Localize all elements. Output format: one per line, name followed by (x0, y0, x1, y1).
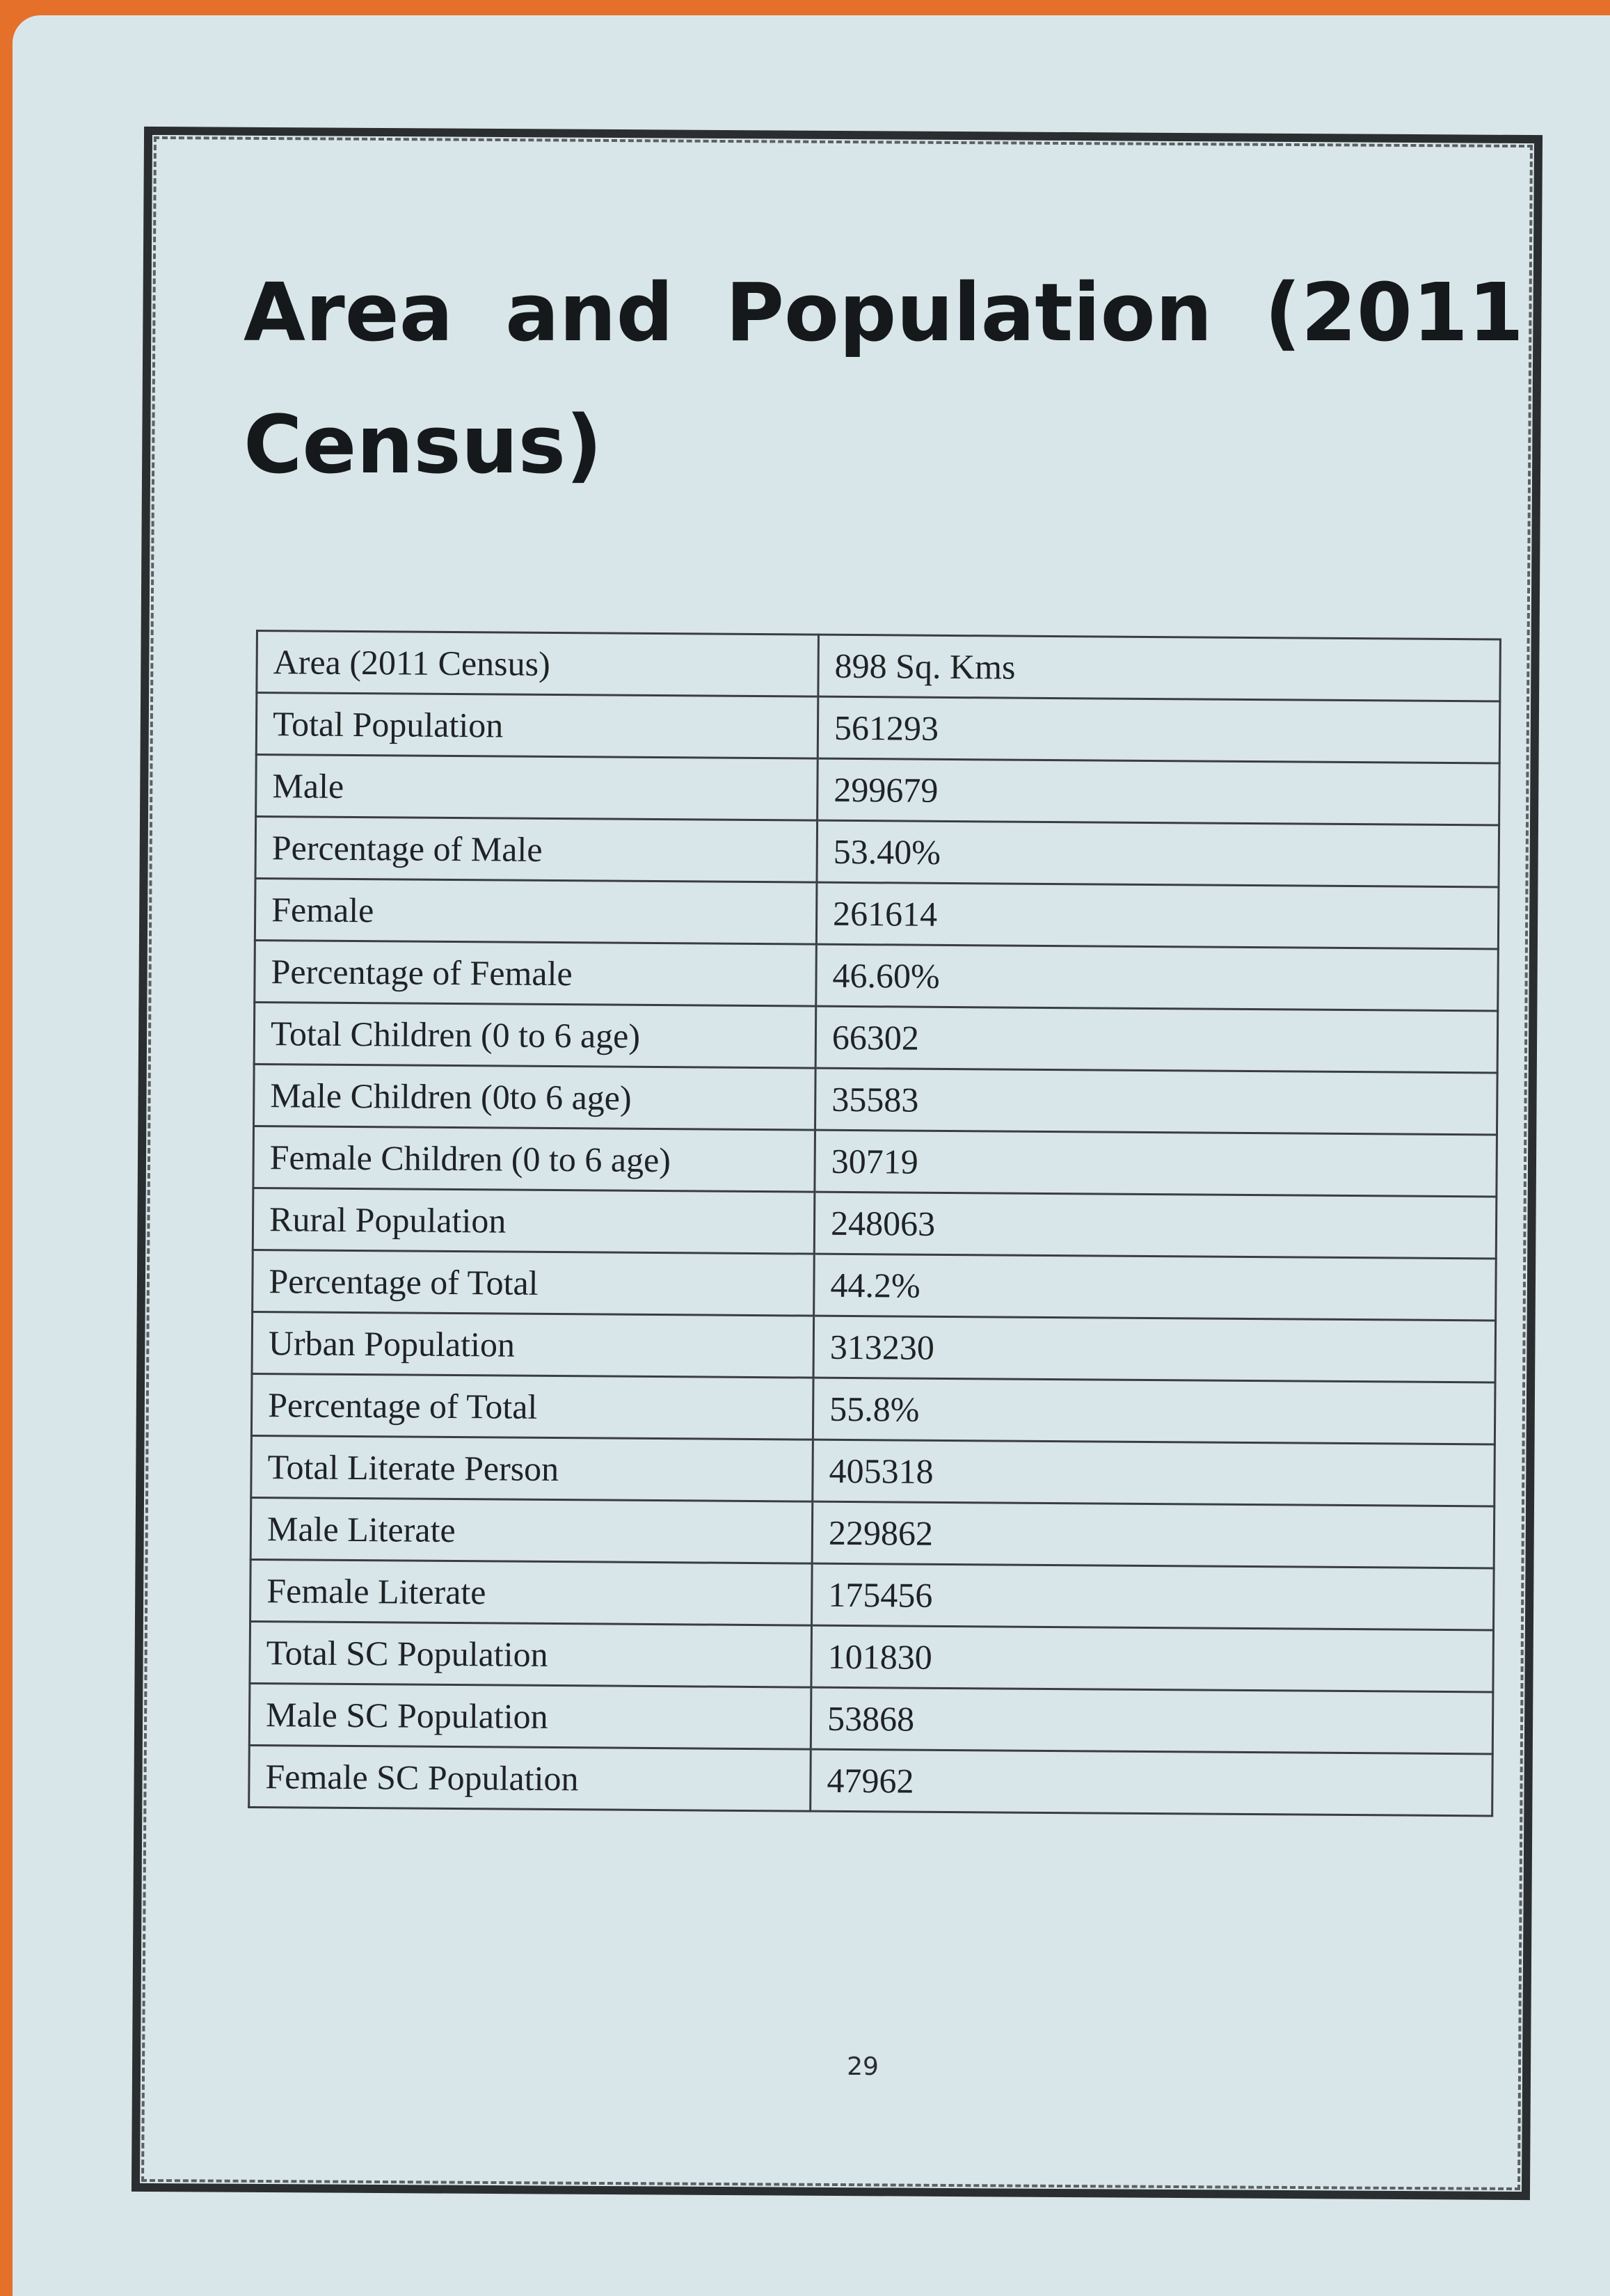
row-value: 405318 (813, 1440, 1495, 1506)
table-row (253, 1250, 1497, 1320)
table-row (254, 1002, 1498, 1072)
table-row (253, 1126, 1497, 1196)
table-row (252, 1312, 1496, 1382)
table-row (255, 817, 1499, 887)
row-value: 299679 (818, 758, 1500, 825)
row-value: 66302 (815, 1006, 1498, 1073)
row-label: Total SC Population (250, 1621, 812, 1687)
row-label: Percentage of Total (251, 1373, 813, 1440)
row-label: Male SC Population (249, 1683, 811, 1749)
row-value: 47962 (811, 1749, 1493, 1816)
row-label: Total Children (0 to 6 age) (254, 1002, 816, 1068)
row-label: Male Children (0to 6 age) (254, 1064, 816, 1130)
row-value: 248063 (814, 1192, 1497, 1259)
table-row (256, 693, 1500, 763)
row-value: 101830 (811, 1625, 1494, 1692)
table-row (253, 1188, 1497, 1258)
table-row (251, 1373, 1495, 1444)
table-row (254, 1064, 1498, 1134)
row-label: Female (255, 879, 817, 945)
table-row (255, 940, 1499, 1010)
row-label: Urban Population (252, 1312, 814, 1378)
row-value: 35583 (815, 1068, 1497, 1135)
row-label: Total Population (256, 693, 818, 759)
table-row (256, 755, 1500, 825)
row-label: Rural Population (253, 1188, 815, 1254)
table-row (250, 1559, 1495, 1629)
row-label: Percentage of Total (253, 1250, 815, 1316)
table-row (250, 1621, 1494, 1691)
row-label: Female SC Population (249, 1745, 811, 1811)
row-value: 561293 (818, 696, 1500, 763)
row-label: Total Literate Person (251, 1435, 813, 1501)
row-value: 55.8% (813, 1378, 1495, 1444)
row-value: 53868 (811, 1687, 1493, 1754)
table-row (249, 1683, 1493, 1753)
page-number: 29 (847, 2052, 879, 2081)
census-table-body (249, 631, 1501, 1816)
page-title: Area and Population (2011 Census) (244, 266, 1524, 492)
table-row (257, 631, 1501, 701)
row-value: 175456 (812, 1563, 1495, 1630)
row-value: 313230 (813, 1316, 1496, 1382)
row-label: Female Children (0 to 6 age) (253, 1126, 815, 1192)
row-label: Male (256, 755, 818, 821)
row-value: 30719 (815, 1130, 1497, 1197)
row-value: 898 Sq. Kms (818, 635, 1501, 701)
row-label: Female Literate (250, 1559, 813, 1625)
census-table (248, 630, 1501, 1817)
row-label: Percentage of Female (255, 940, 817, 1006)
table-row (250, 1497, 1495, 1568)
row-label: Percentage of Male (255, 817, 818, 883)
row-value: 229862 (812, 1501, 1495, 1568)
table-row (251, 1435, 1495, 1506)
row-value: 261614 (816, 882, 1499, 949)
row-label: Area (2011 Census) (257, 631, 819, 697)
row-label: Male Literate (250, 1497, 813, 1563)
row-value: 44.2% (814, 1254, 1497, 1321)
row-value: 46.60% (816, 944, 1499, 1011)
row-value: 53.40% (817, 820, 1499, 887)
table-row (255, 879, 1499, 949)
table-row (249, 1745, 1493, 1815)
